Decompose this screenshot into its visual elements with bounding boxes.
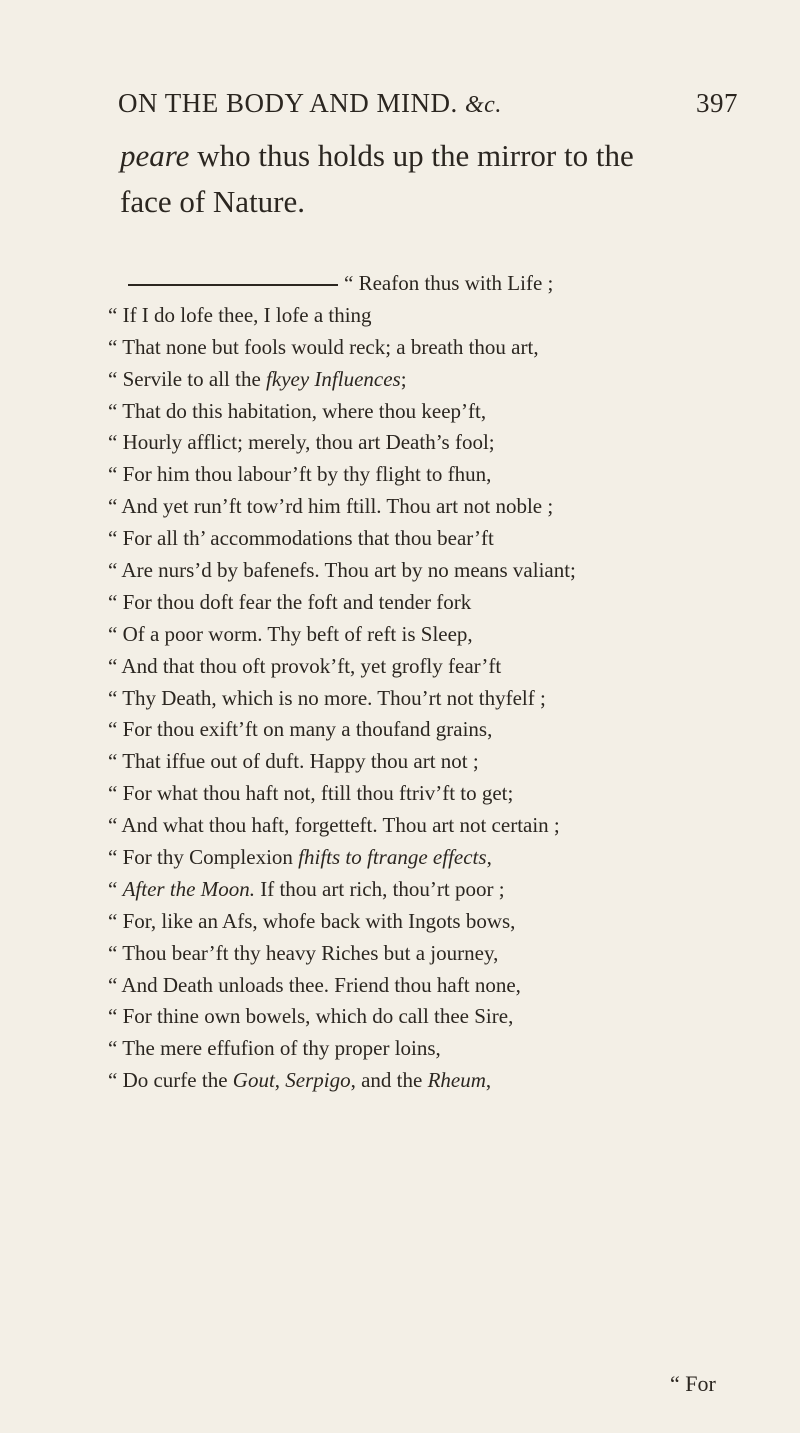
verse-line: “ Of a poor worm. Thy beft of reft is Sleep, — [108, 621, 473, 646]
verse-line: “ That do this habitation, where thou keep’ft, — [108, 398, 487, 423]
verse-line: “ The mere effufion of thy proper loins, — [108, 1036, 441, 1061]
verse-line: “ Reafon thus with Life ; — [108, 268, 778, 300]
verse-line: “ For all th’ accommodations that thou bear’ft — [108, 526, 494, 551]
running-title-etc: &c. — [465, 92, 502, 118]
verse-line: “ For him thou labour’ft by thy flight to fhun, — [108, 462, 492, 487]
verse-italic: fkyey Influences — [266, 366, 401, 391]
intro-line-2: face of Nature. — [120, 184, 306, 219]
verse-line: “ Are nurs’d by bafenefs. Thou art by no means valiant; — [108, 558, 576, 583]
verse-line: “ For thine own bowels, which do call thee Sire, — [108, 1004, 514, 1029]
verse-line: “ If I do lofe thee, I lofe a thing — [108, 302, 372, 327]
verse-line: “ Hourly afflict; merely, thou art Death’s fool; — [108, 430, 495, 455]
verse-line: “ Thy Death, which is no more. Thou’rt not thyfelf ; — [108, 685, 546, 710]
verse-line: “ For what thou haft not, ftill thou ftriv’ft to get; — [108, 781, 514, 806]
verse-line: “ For thy Complexion fhifts to ftrange effects, — [108, 845, 492, 870]
verse-line: “ After the Moon. If thou art rich, thou’rt poor ; — [108, 876, 505, 901]
verse-line: “ And yet run’ft tow’rd him ftill. Thou art not noble ; — [108, 494, 554, 519]
verse-line: “ Thou bear’ft thy heavy Riches but a journey, — [108, 940, 499, 965]
running-title: ON THE BODY AND MIND. — [118, 88, 458, 118]
verse-line: “ And what thou haft, forgetteft. Thou art not certain ; — [108, 813, 560, 838]
verse-block — [108, 268, 778, 1097]
verse-line: “ For thou exift’ft on many a thoufand grains, — [108, 717, 493, 742]
verse-line: “ And Death unloads thee. Friend thou haft none, — [108, 972, 521, 997]
verse-italic: Rheum — [427, 1068, 486, 1093]
verse-line: “ That iffue out of duft. Happy thou art not ; — [108, 749, 479, 774]
em-dash-rule — [128, 284, 338, 286]
verse-line: “ For, like an Afs, whofe back with Ingots bows, — [108, 908, 516, 933]
intro-paragraph — [120, 133, 760, 225]
running-head — [118, 88, 738, 119]
catchword: “ For — [670, 1371, 716, 1396]
verse-line: “ Servile to all the fkyey Influences; — [108, 366, 407, 391]
verse-italic: After the Moon. — [122, 876, 255, 901]
intro-line-1 — [120, 133, 760, 179]
verse-italic: Serpigo — [285, 1068, 351, 1093]
intro-italic-word: peare — [120, 138, 190, 173]
verse-line: “ That none but fools would reck; a breath thou art, — [108, 334, 539, 359]
verse-line: “ For thou doft fear the foft and tender fork — [108, 589, 472, 614]
page-number: 397 — [696, 88, 738, 118]
verse-line: “ Do curfe the Gout, Serpigo, and the Rheum, — [108, 1068, 492, 1093]
verse-line: “ And that thou oft provok’ft, yet grofly fear’ft — [108, 653, 502, 678]
verse-italic: Gout — [232, 1068, 275, 1093]
verse-italic: fhifts to ftrange effects — [298, 845, 487, 870]
intro-line-1-rest: who thus holds up the mirror to the — [189, 138, 634, 173]
